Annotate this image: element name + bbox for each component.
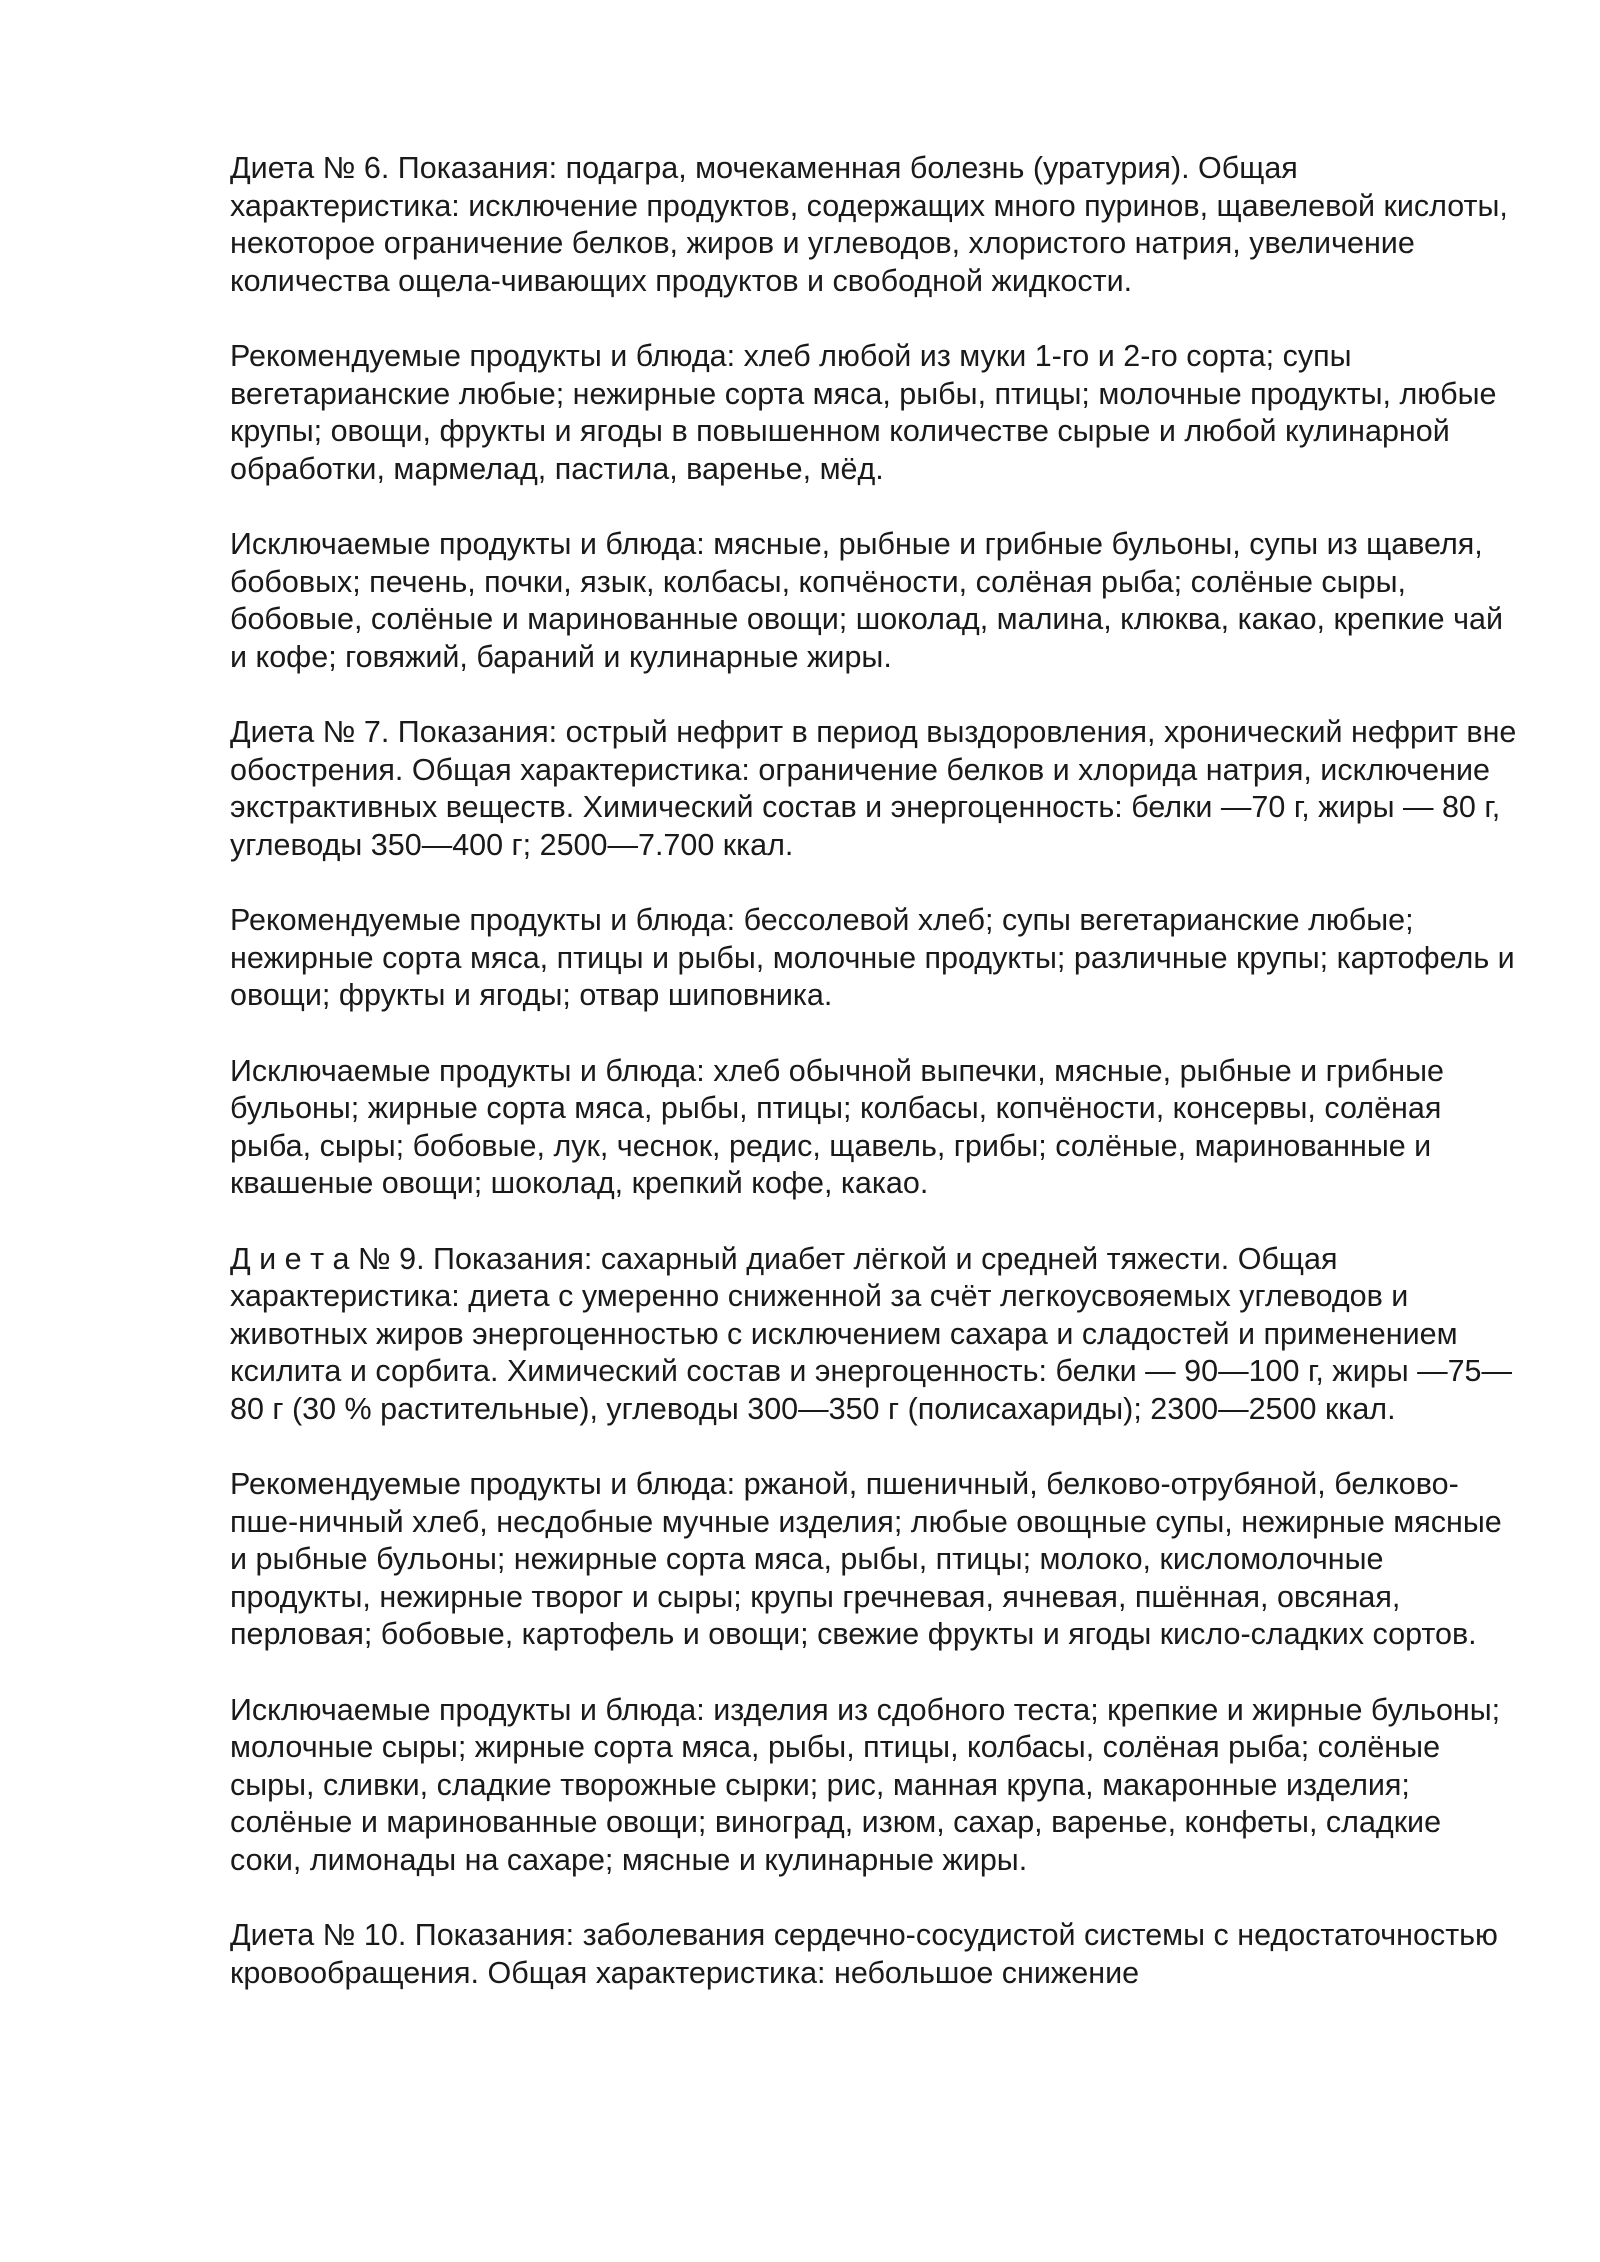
paragraph-diet-10-indications: Диета № 10. Показания: заболевания сердечно-сосудистой системы с недостаточностью кровообращения. Общая характеристика: небольшое снижение [230, 1918, 1498, 1990]
paragraph-diet-9-excluded: Исключаемые продукты и блюда: изделия из сдобного теста; крепкие и жирные бульоны; молочные сыры; жирные сорта мяса, рыбы, птицы, колбасы, солёная рыба; солёные сыры, сливки, сладкие творожные сырки; рис, манная крупа, макаронные изделия; солёные и маринованные овощи; виноград, изюм, сахар, варенье, конфеты, сладкие соки, лимонады на сахаре; мясные и кулинарные жиры. [230, 1692, 1501, 1877]
paragraph-diet-7-indications: Диета № 7. Показания: острый нефрит в период выздоровления, хронический нефрит вне обострения. Общая характеристика: ограничение белков и хлорида натрия, исключение экстрактивных веществ. Химический состав и энергоценность: белки —70 г, жиры — 80 г, углеводы 350—400 г; 2500—7.700 ккал. [230, 715, 1517, 862]
paragraph-diet-6-excluded: Исключаемые продукты и блюда: мясные, рыбные и грибные бульоны, супы из щавеля, бобовых; печень, почки, язык, колбасы, копчёности, солёная рыба; солёные сыры, бобовые, солёные и маринованные овощи; шоколад, малина, клюква, какао, крепкие чай и кофе; говяжий, бараний и кулинарные жиры. [230, 527, 1503, 674]
paragraph-diet-9-indications: Д и е т а № 9. Показания: сахарный диабет лёгкой и средней тяжести. Общая характеристика: диета с умеренно сниженной за счёт легкоусвояемых углеводов и животных жиров энергоценностью с исключением сахара и сладостей и применением ксилита и сорбита. Химический состав и энергоценность: белки — 90—100 г, жиры —75—80 г (30 % растительные), углеводы 300—350 г (полисахариды); 2300—2500 ккал. [230, 1241, 1513, 1426]
paragraph-diet-9-recommended: Рекомендуемые продукты и блюда: ржаной, пшеничный, белково-отрубяной, белково-пше-ничный хлеб, несдобные мучные изделия; любые овощные супы, нежирные мясные и рыбные бульоны; нежирные сорта мяса, рыбы, птицы; молоко, кисломолочные продукты, нежирные творог и сыры; крупы гречневая, ячневая, пшённая, овсяная, перловая; бобовые, картофель и овощи; свежие фрукты и ягоды кисло-сладких сортов. [230, 1467, 1502, 1651]
paragraph-diet-6-recommended: Рекомендуемые продукты и блюда: хлеб любой из муки 1-го и 2-го сорта; супы вегетарианские любые; нежирные сорта мяса, рыбы, птицы; молочные продукты, любые крупы; овощи, фрукты и ягоды в повышенном количестве сырые и любой кулинарной обработки, мармелад, пастила, варенье, мёд. [230, 339, 1497, 486]
paragraph-diet-7-excluded: Исключаемые продукты и блюда: хлеб обычной выпечки, мясные, рыбные и грибные бульоны; жирные сорта мяса, рыбы, птицы; колбасы, копчёности, консервы, солёная рыба, сыры; бобовые, лук, чеснок, редис, щавель, грибы; солёные, маринованные и квашеные овощи; шоколад, крепкий кофе, какао. [230, 1053, 1444, 1200]
paragraph-diet-7-recommended: Рекомендуемые продукты и блюда: бессолевой хлеб; супы вегетарианские любые; нежирные сорта мяса, птицы и рыбы, молочные продукты; различные крупы; картофель и овощи; фрукты и ягоды; отвар шиповника. [230, 903, 1515, 1012]
document-body [230, 150, 1520, 1992]
paragraph-diet-6-indications: Диета № 6. Показания: подагра, мочекаменная болезнь (уратурия). Общая характеристика: исключение продуктов, содержащих много пуринов, щавелевой кислоты, некоторое ограничение белков, жиров и углеводов, хлористого натрия, увеличение количества ощела-чивающих продуктов и свободной жидкости. [230, 151, 1508, 298]
